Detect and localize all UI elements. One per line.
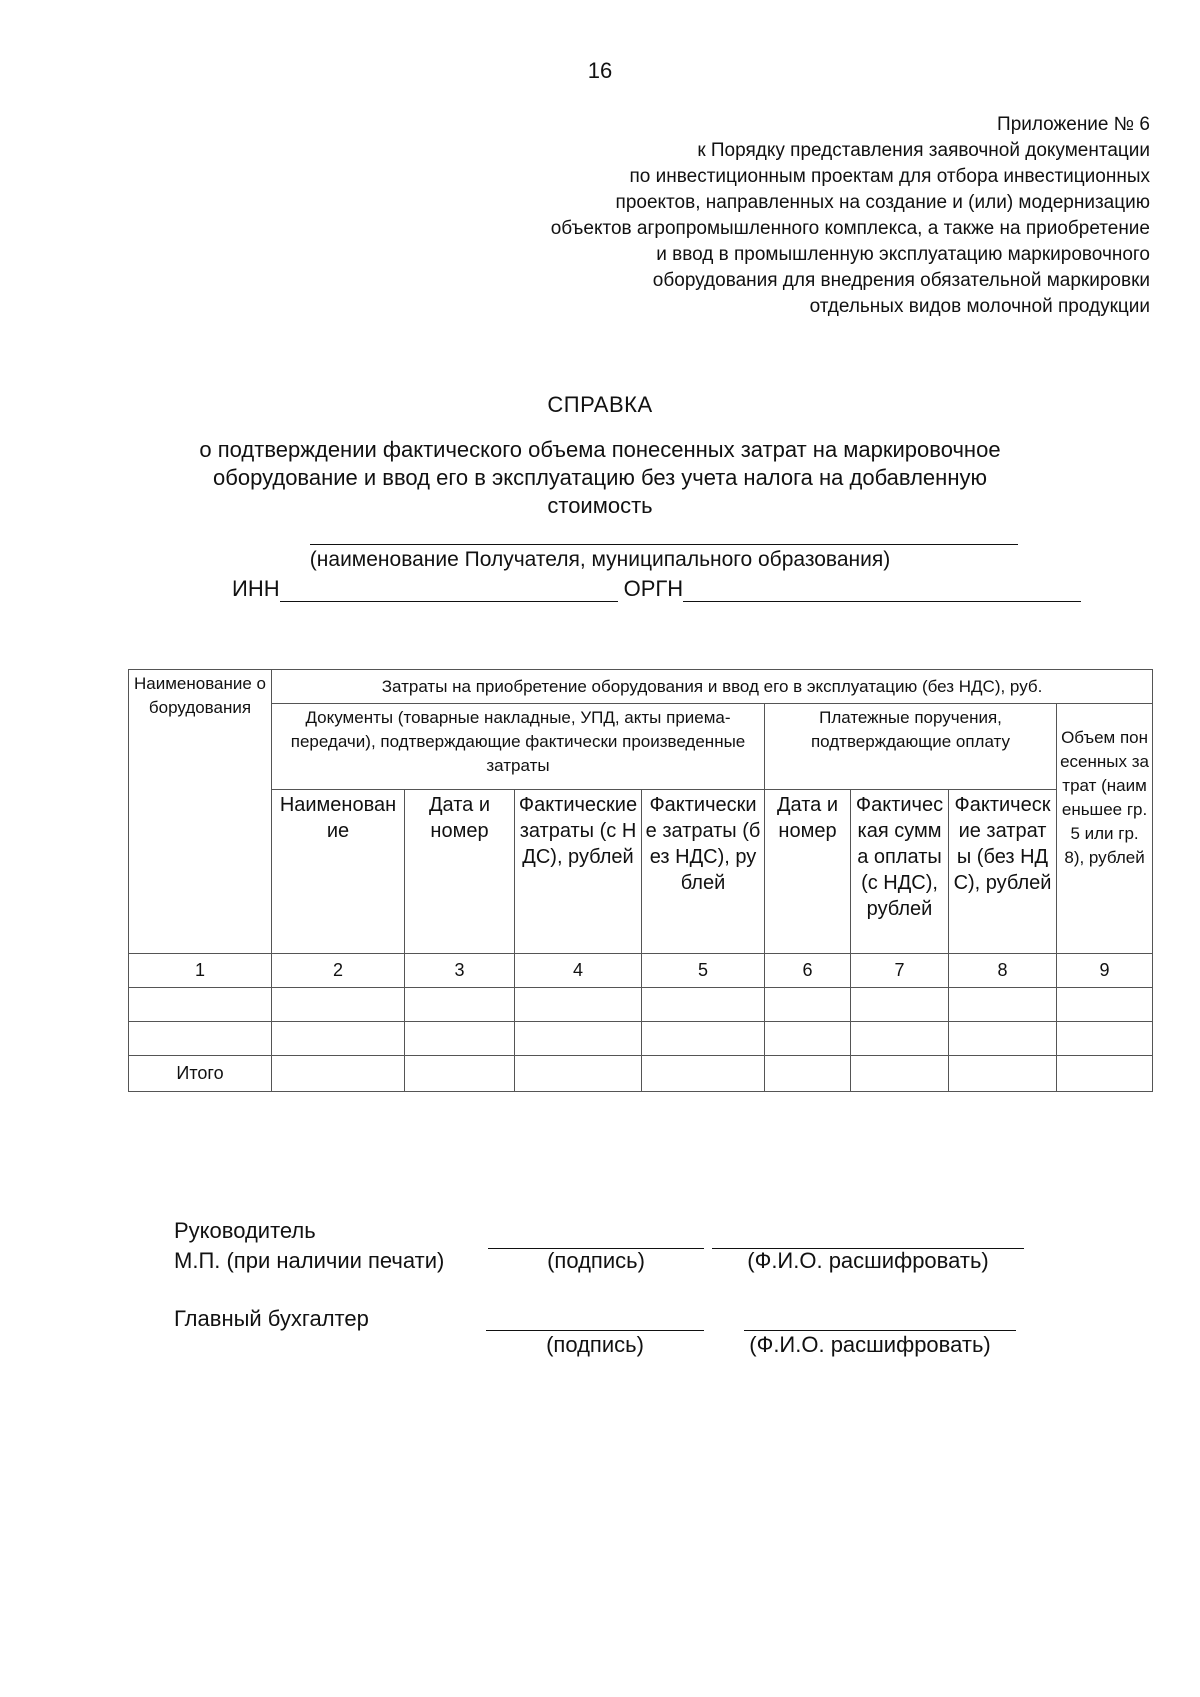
accountant-name-caption: (Ф.И.О. расшифровать) — [749, 1332, 991, 1357]
table-cell[interactable] — [405, 1056, 515, 1092]
column-number: 9 — [1057, 954, 1153, 988]
table-cell[interactable] — [1057, 1056, 1153, 1092]
table-cell[interactable] — [129, 1022, 272, 1056]
inn-label: ИНН — [232, 576, 280, 601]
table-cell[interactable] — [642, 988, 765, 1022]
inn-field[interactable] — [280, 577, 618, 602]
costs-table — [128, 669, 1153, 1092]
header-payment-date-number: Дата и номер — [765, 790, 851, 954]
appendix-line: проектов, направленных на создание и (или) модернизацию — [615, 192, 1150, 213]
subtitle-line: оборудование и ввод его в эксплуатацию без учета налога на добавленную — [213, 465, 987, 490]
table-cell[interactable] — [129, 988, 272, 1022]
column-number: 2 — [272, 954, 405, 988]
table-row — [129, 1022, 1153, 1056]
accountant-name-line[interactable] — [744, 1328, 1016, 1331]
header-documents: Документы (товарные накладные, УПД, акты приема-передачи), подтверждающие фактически произведенные затраты — [272, 704, 765, 790]
page-number: 16 — [587, 58, 613, 83]
recipient-name-line[interactable] — [310, 524, 1018, 545]
header-payment-sum-vat: Фактическая сумма оплаты (с НДС), рублей — [851, 790, 949, 954]
column-number: 3 — [405, 954, 515, 988]
appendix-line: объектов агропромышленного комплекса, а также на приобретение — [550, 218, 1150, 239]
table-cell[interactable] — [765, 1056, 851, 1092]
column-number: 7 — [851, 954, 949, 988]
header-actual-costs-no-vat: Фактические затраты (без НДС), рублей — [642, 790, 765, 954]
table-cell[interactable] — [272, 1022, 405, 1056]
table-cell[interactable] — [515, 1022, 642, 1056]
column-number: 4 — [515, 954, 642, 988]
appendix-header — [250, 112, 1150, 320]
table-cell[interactable] — [405, 988, 515, 1022]
table-cell[interactable] — [949, 1022, 1057, 1056]
table-cell[interactable] — [765, 988, 851, 1022]
head-signature-caption: (подпись) — [547, 1248, 645, 1273]
table-cell[interactable] — [765, 1022, 851, 1056]
head-label: Руководитель — [174, 1218, 316, 1243]
accountant-signature-caption: (подпись) — [546, 1332, 644, 1357]
header-actual-costs-vat: Фактические затраты (с НДС), рублей — [515, 790, 642, 954]
document-title: СПРАВКА — [547, 392, 653, 417]
table-cell[interactable] — [642, 1056, 765, 1092]
id-row — [232, 576, 1087, 602]
table-cell[interactable] — [949, 988, 1057, 1022]
table-row — [129, 988, 1153, 1022]
stamp-label: М.П. (при наличии печати) — [174, 1248, 445, 1273]
table-cell[interactable] — [405, 1022, 515, 1056]
table-cell[interactable] — [1057, 988, 1153, 1022]
table-cell[interactable] — [642, 1022, 765, 1056]
header-payment-costs-no-vat: Фактические затраты (без НДС), рублей — [949, 790, 1057, 954]
ogrn-field[interactable] — [683, 577, 1081, 602]
appendix-line: и ввод в промышленную эксплуатацию маркировочного — [656, 244, 1150, 265]
header-costs-group: Затраты на приобретение оборудования и ввод его в эксплуатацию (без НДС), руб. — [272, 670, 1153, 704]
header-cost-volume: Объем понесенных затрат (наименьшее гр. 5 или гр. 8), рублей — [1057, 704, 1153, 954]
column-number: 1 — [129, 954, 272, 988]
recipient-caption: (наименование Получателя, муниципального образования) — [309, 548, 891, 571]
total-label: Итого — [129, 1056, 272, 1092]
appendix-line: оборудования для внедрения обязательной маркировки — [652, 270, 1150, 291]
table-cell[interactable] — [851, 988, 949, 1022]
ogrn-label: ОРГН — [623, 576, 684, 601]
table-cell[interactable] — [515, 1056, 642, 1092]
table-cell[interactable] — [515, 988, 642, 1022]
head-name-caption: (Ф.И.О. расшифровать) — [747, 1248, 989, 1273]
table-cell[interactable] — [851, 1022, 949, 1056]
appendix-line: к Порядку представления заявочной документации — [697, 140, 1150, 161]
column-number: 5 — [642, 954, 765, 988]
appendix-line: Приложение № 6 — [997, 114, 1150, 135]
appendix-line: по инвестиционным проектам для отбора инвестиционных — [629, 166, 1150, 187]
header-equipment-name: Наименование оборудования — [129, 670, 272, 954]
accountant-label: Главный бухгалтер — [174, 1306, 369, 1331]
header-payment-orders: Платежные поручения, подтверждающие оплату — [765, 704, 1057, 790]
column-numbers-row — [129, 954, 1153, 988]
table-cell[interactable] — [851, 1056, 949, 1092]
column-number: 6 — [765, 954, 851, 988]
accountant-signature-line[interactable] — [486, 1328, 704, 1331]
appendix-line: отдельных видов молочной продукции — [809, 296, 1150, 317]
subtitle-line: о подтверждении фактического объема понесенных затрат на маркировочное — [199, 437, 1001, 462]
total-row — [129, 1056, 1153, 1092]
table-cell[interactable] — [1057, 1022, 1153, 1056]
table-cell[interactable] — [272, 988, 405, 1022]
header-doc-date-number: Дата и номер — [405, 790, 515, 954]
header-doc-name: Наименование — [272, 790, 405, 954]
column-number: 8 — [949, 954, 1057, 988]
document-subtitle — [0, 436, 1200, 520]
subtitle-line: стоимость — [547, 493, 653, 518]
table-cell[interactable] — [949, 1056, 1057, 1092]
table-cell[interactable] — [272, 1056, 405, 1092]
